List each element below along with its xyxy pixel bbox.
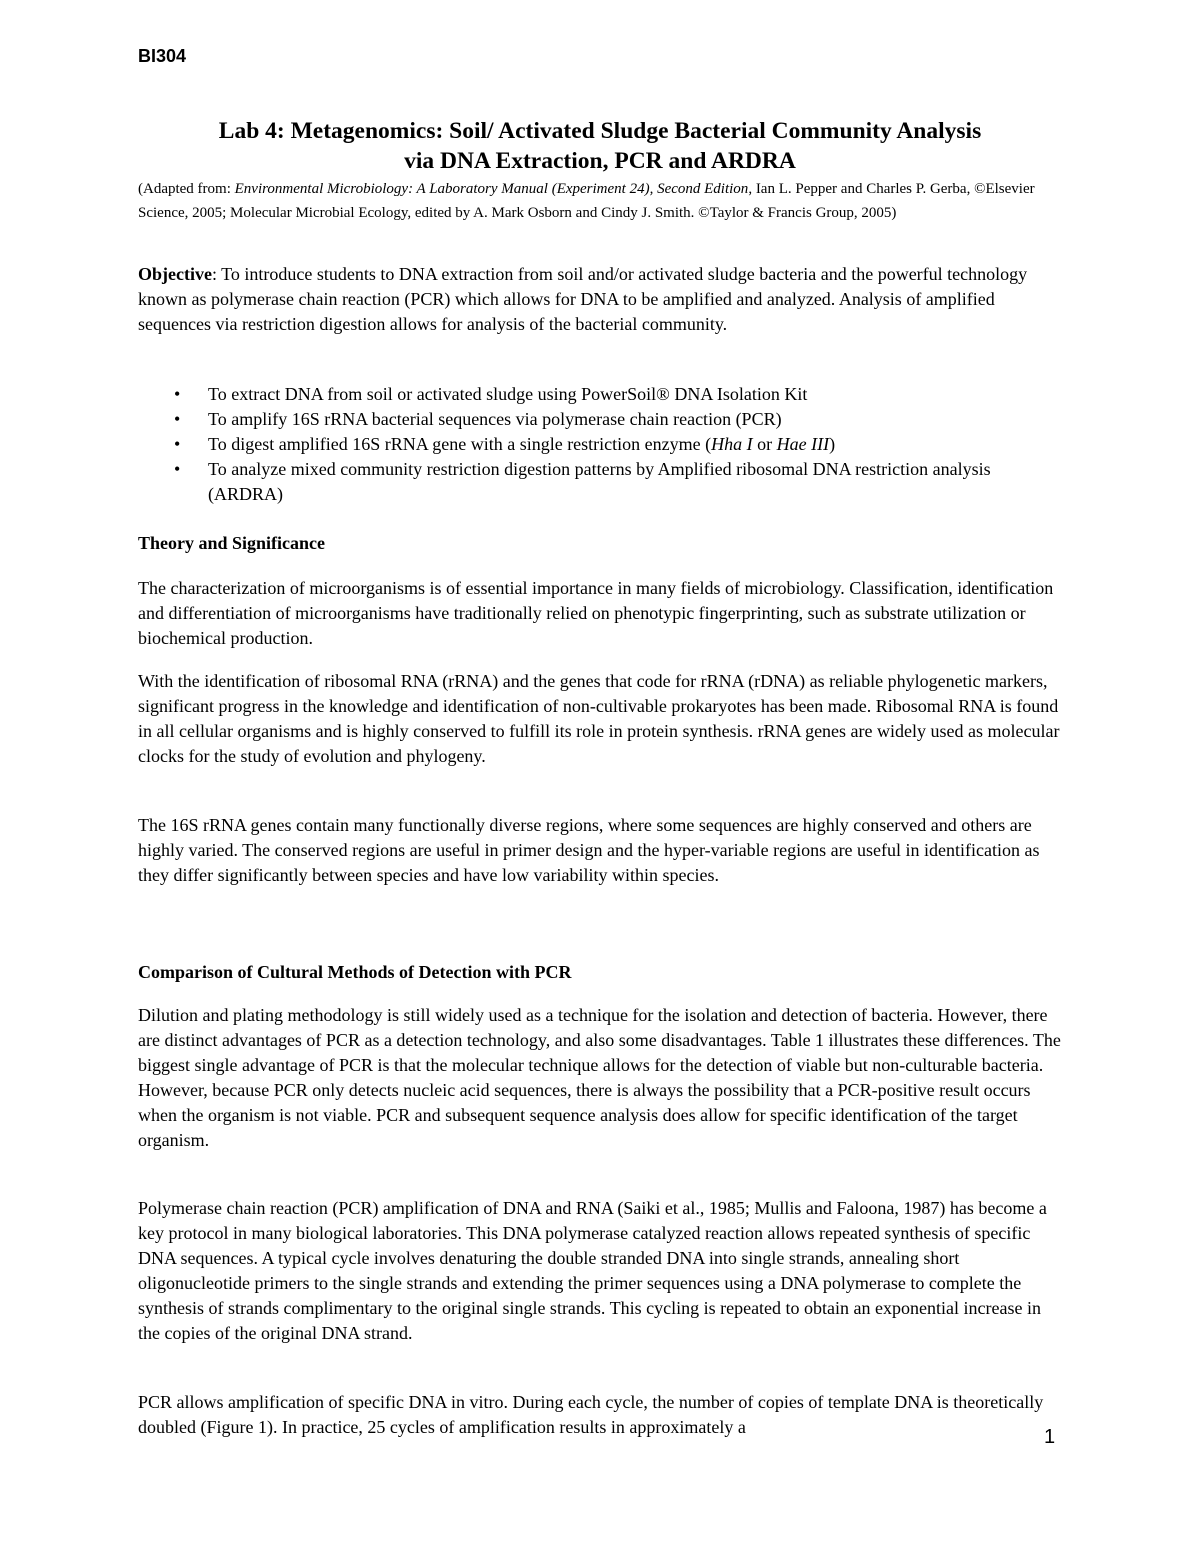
comparison-heading: Comparison of Cultural Methods of Detection with PCR <box>138 962 572 982</box>
theory-heading: Theory and Significance <box>138 533 326 553</box>
adapted-rest: , Ian L. Pepper and Charles P. Gerba, ©Elsevier Science, 2005; Molecular Microbial Ecology, edited by A. Mark Osborn and Cindy J. Smith. ©Taylor & Francis Group, 2005) <box>138 181 1035 221</box>
theory-paragraph-2: With the identification of ribosomal RNA (rRNA) and the genes that code for rRNA (rDNA) as reliable phylogenetic markers, significant progress in the knowledge and identification of non-cultivable prokaryotes has been made. Ribosomal RNA is found in all cellular organisms and is highly conserved to fulfill its role in protein synthesis. rRNA genes are widely used as molecular clocks for the study of evolution and phylogeny. <box>138 671 1060 766</box>
bullet-text: To extract DNA from soil or activated sludge using PowerSoil® DNA Isolation Kit <box>208 384 808 404</box>
bullet-icon: • <box>174 384 181 404</box>
bullet-item <box>138 432 1063 457</box>
adapted-source-title: Environmental Microbiology: A Laboratory Manual (Experiment 24), Second Edition <box>234 181 749 197</box>
lab-title-line-1: Lab 4: Metagenomics: Soil/ Activated Sludge Bacterial Community Analysis <box>218 118 982 144</box>
bullet-text-pre: To digest amplified 16S rRNA gene with a single restriction enzyme ( <box>208 434 712 454</box>
theory-paragraph-3: The 16S rRNA genes contain many functionally diverse regions, where some sequences are highly conserved and others are highly varied. The conserved regions are useful in primer design and the hyper-variable regions are useful in identification as they differ significantly between species and have low variability within species. <box>138 815 1040 885</box>
bullet-item <box>138 407 1063 432</box>
comparison-paragraph-2: Polymerase chain reaction (PCR) amplification of DNA and RNA (Saiki et al., 1985; Mullis and Faloona, 1987) has become a key protocol in many biological laboratories. This DNA polymerase catalyzed reaction allows repeated synthesis of specific DNA sequences. A typical cycle involves denaturing the double stranded DNA into single strands, annealing short oligonucleotide primers to the single strands and extending the primer sequences using a DNA polymerase to complete the synthesis of strands complimentary to the original single strands. This cycling is repeated to obtain an exponential increase in the copies of the original DNA strand. <box>138 1198 1047 1343</box>
page-number: 1 <box>1044 1426 1056 1448</box>
objectives-bullet-list <box>138 382 1063 507</box>
adapted-from-citation <box>138 177 1063 225</box>
enzyme-hha-i: Hha I <box>711 434 753 454</box>
objective-label: Objective <box>138 264 212 284</box>
adapted-prefix: (Adapted from: <box>138 181 235 197</box>
bullet-text: To amplify 16S rRNA bacterial sequences via polymerase chain reaction (PCR) <box>208 409 782 429</box>
bullet-item <box>138 457 1063 507</box>
comparison-paragraph-3: PCR allows amplification of specific DNA in vitro. During each cycle, the number of copies of template DNA is theoretically doubled (Figure 1). In practice, 25 cycles of amplification results in approximately a <box>138 1392 1044 1437</box>
lab-title-line-2: via DNA Extraction, PCR and ARDRA <box>404 148 796 174</box>
theory-paragraph-1: The characterization of microorganisms is of essential importance in many fields of microbiology. Classification, identification and differentiation of microorganisms have traditionally relied on phenotypic fingerprinting, such as substrate utilization or biochemical production. <box>138 578 1054 648</box>
bullet-icon: • <box>174 409 181 429</box>
comparison-paragraph-1: Dilution and plating methodology is still widely used as a technique for the isolation and detection of bacteria. However, there are distinct advantages of PCR as a detection technology, and also some disadvantages. Table 1 illustrates these differences. The biggest single advantage of PCR is that the molecular technique allows for the detection of viable but non-culturable bacteria. However, because PCR only detects nucleic acid sequences, there is always the possibility that a PCR-positive result occurs when the organism is not viable. PCR and subsequent sequence analysis does allow for specific identification of the target organism. <box>138 1005 1061 1150</box>
objective-text: : To introduce students to DNA extraction from soil and/or activated sludge bacteria and the powerful technology known as polymerase chain reaction (PCR) which allows for DNA to be amplified and analyzed. Analysis of amplified sequences via restriction digestion allows for analysis of the bacterial community. <box>138 264 1028 334</box>
course-code: BI304 <box>138 46 187 66</box>
bullet-icon: • <box>174 459 181 479</box>
objective-paragraph <box>138 262 1063 337</box>
bullet-icon: • <box>174 434 181 454</box>
bullet-text: To analyze mixed community restriction digestion patterns by Amplified ribosomal DNA restriction analysis (ARDRA) <box>208 459 991 504</box>
bullet-item <box>138 382 1063 407</box>
bullet-text-post: ) <box>829 434 836 454</box>
bullet-text-mid: or <box>752 434 777 454</box>
enzyme-hae-iii: Hae III <box>776 434 830 454</box>
